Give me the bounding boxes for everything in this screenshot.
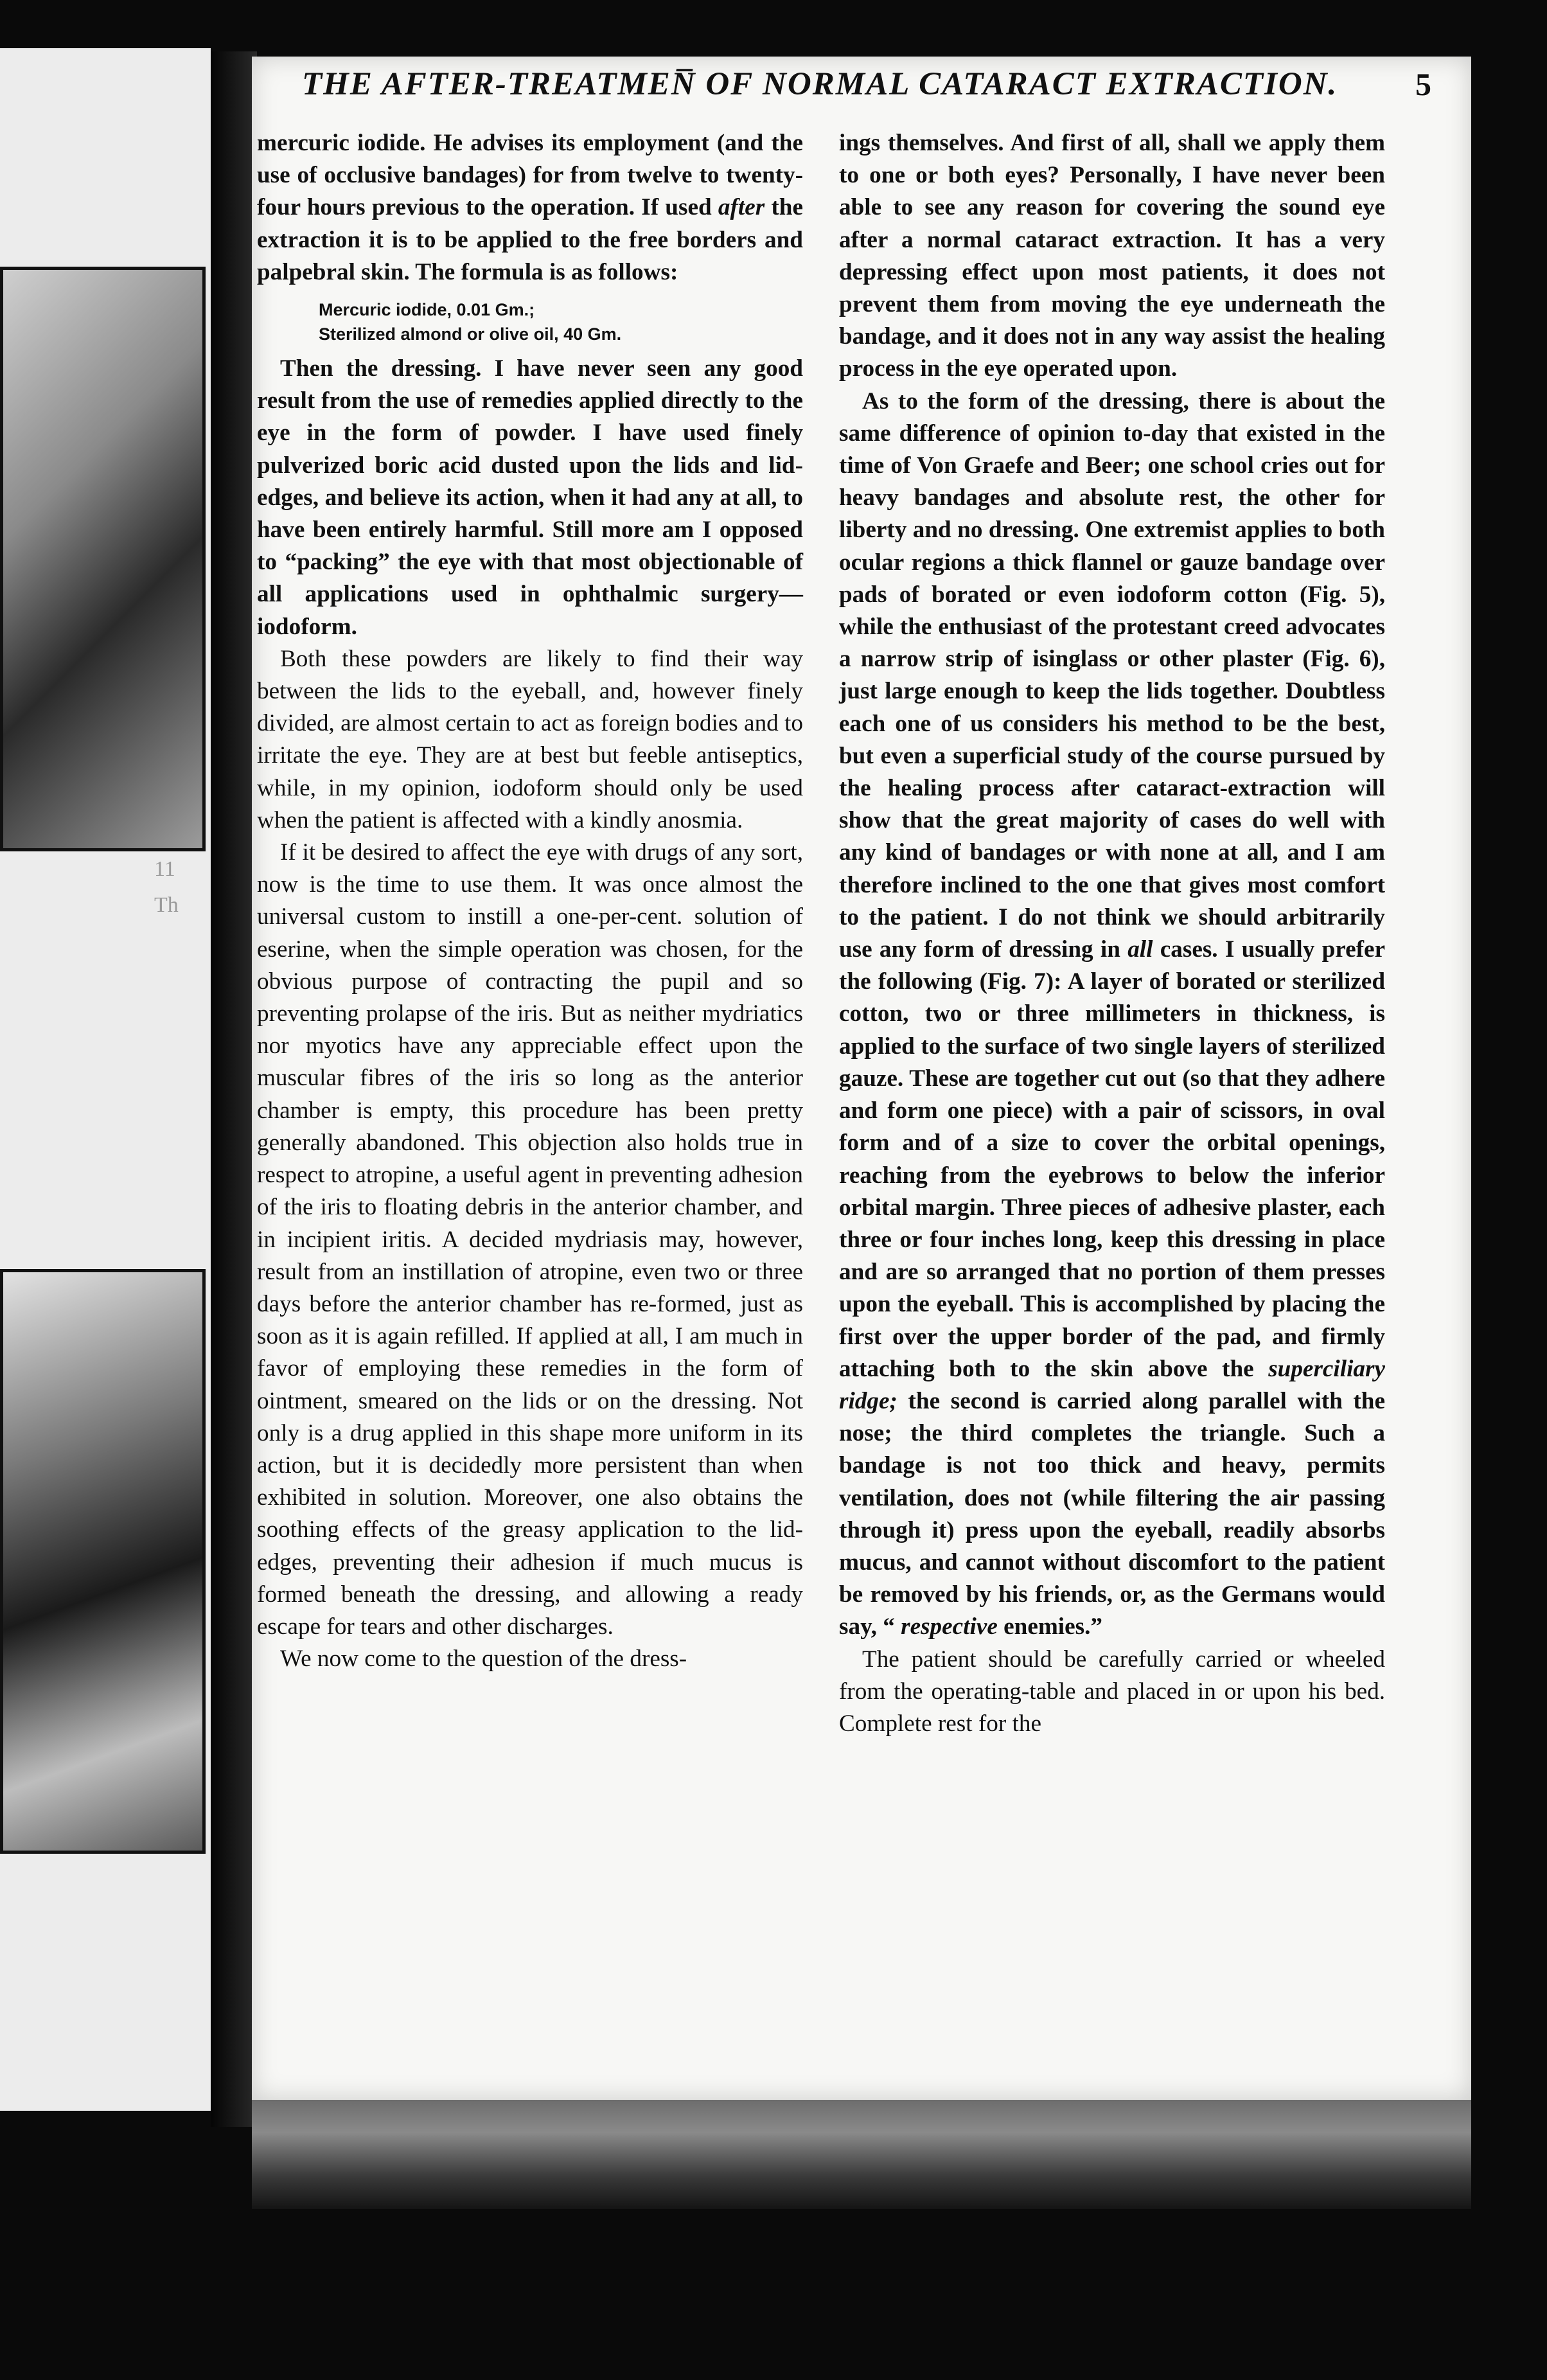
- text-column-right: [839, 127, 1385, 1740]
- formula-line: Sterilized almond or olive oil, 40 Gm.: [319, 324, 622, 344]
- running-title: THE AFTER-TREATMEN̅ OF NORMAL CATARACT EXTRACTION.: [302, 66, 1338, 102]
- page-number: 5: [1415, 66, 1433, 102]
- paragraph: We now come to the question of the dress-: [280, 1646, 687, 1673]
- facing-page: [0, 48, 211, 2111]
- paragraph: Then the dressing. I have never seen any good result from the use of remedies applied directly to the eye in the form of powder. I have used finely pulverized boric acid dusted upon the lids and lid-edges, and believe its action, when it had any at all, to have been entirely harmful. Still more am I opposed to “packing” the eye with that most objectionable of all applications used in ophthalmic surgery—iodoform.: [257, 355, 803, 640]
- formula-line: Mercuric iodide, 0.01 Gm.;: [319, 300, 535, 320]
- paragraph: Both these powders are likely to find their way between the lids to the eyeball, and, however finely divided, are almost certain to act as foreign bodies and to irritate the eye. They are at best but feeble antiseptics, while, in my opinion, iodoform should only be used when the patient is affected with a kindly anosmia.: [257, 645, 803, 833]
- portrait-photo: [0, 267, 206, 851]
- paragraph: As to the form of the dressing, there is about the same difference of opinion to-day that existed in the time of Von Graefe and Beer; one school cries out for heavy bandages and absolute rest, the other for liberty and no dressing. One extremist applies to both ocular regions a thick flannel or gauze bandage over pads of borated or even iodoform cotton (Fig. 5), while the enthusiast of the protestant creed advocates a narrow strip of isinglass or other plaster (Fig. 6), just large enough to keep the lids together. Doubtless each one of us considers his method to be the best, but even a superficial study of the course pursued by the healing process after cataract-extraction will show that the great majority of cases do well with any kind of bandages or with none at all, and I am therefore inclined to the one that gives most comfort to the patient. I do not think we should arbitrarily use any form of dressing in all cases. I usually prefer the following (Fig. 7): A layer of borated or sterilized cotton, two or three millimeters in thickness, is applied to the surface of two single layers of sterilized gauze. These are together cut out (so that they adhere and form one piece) with a pair of scissors, in oval form and of a size to cover the orbital openings, reaching from the eyebrows to below the inferior orbital margin. Three pieces of adhesive plaster, each three or four inches long, keep this dressing in place and are so arranged that no portion of them presses upon the eyeball. This is accomplished by placing the first over the upper border of the pad, and firmly attaching both to the skin above the superciliary ridge; the second is carried along parallel with the nose; the third completes the triangle. Such a bandage is not too thick and heavy, permits ventilation, does not (while filtering the air passing through it) press upon the eyeball, readily absorbs mucus, and cannot without discomfort to the patient be removed by his friends, or, as the Germans would say, “ respective enemies.”: [839, 387, 1385, 1640]
- formula-block: [257, 298, 803, 346]
- paragraph: If it be desired to affect the eye with drugs of any sort, now is the time to use them. It was once almost the universal custom to instill a one-per-cent. solution of eserine, when the simple operation was chosen, for the obvious purpose of contracting the pupil and so preventing prolapse of the iris. But as neither mydriatics nor myotics have any appreciable effect upon the muscular fibres of the iris so long as the anterior chamber is empty, this procedure has been pretty generally abandoned. This objection also holds true in respect to atropine, a useful agent in preventing adhesion of the iris to floating debris in the anterior chamber, and in incipient iritis. A decided mydriasis may, however, result from an instillation of atropine, even two or three days before the anterior chamber has re-formed, just as soon as it is again refilled. If applied at all, I am much in favor of employing these remedies in the form of ointment, smeared on the lids or on the dressing. Not only is a drug applied in this shape more uniform in its action, but it is decidedly more persistent than when exhibited in solution. Moreover, one also obtains the soothing effects of the greasy application to the lid-edges, preventing their adhesion if much mucus is formed beneath the dressing, and allowing a ready escape for tears and other discharges.: [257, 839, 803, 1640]
- facing-page-text-fragment: 11 Th: [154, 857, 179, 917]
- text-column-left: [257, 127, 803, 1675]
- book-gutter: [211, 51, 257, 2127]
- page-edge: [252, 2100, 1471, 2209]
- paragraph: The patient should be carefully carried or wheeled from the operating-table and placed in or upon his bed. Complete rest for the: [839, 1646, 1385, 1737]
- portrait-photo: [0, 1269, 206, 1854]
- paragraph: ings themselves. And first of all, shall we apply them to one or both eyes? Personally, I have never been able to see any reason for covering the sound eye after a normal cataract extraction. It has a very depressing effect upon most patients, it does not prevent them from moving the eye underneath the bandage, and it does not in any way assist the healing process in the eye operated upon.: [839, 130, 1385, 382]
- paragraph: mercuric iodide. He advises its employment (and the use of occlusive bandages) for from twelve to twenty-four hours previous to the operation. If used after the extraction it is to be applied to the free borders and palpebral skin. The formula is as follows:: [257, 130, 803, 285]
- running-header: [302, 62, 1445, 107]
